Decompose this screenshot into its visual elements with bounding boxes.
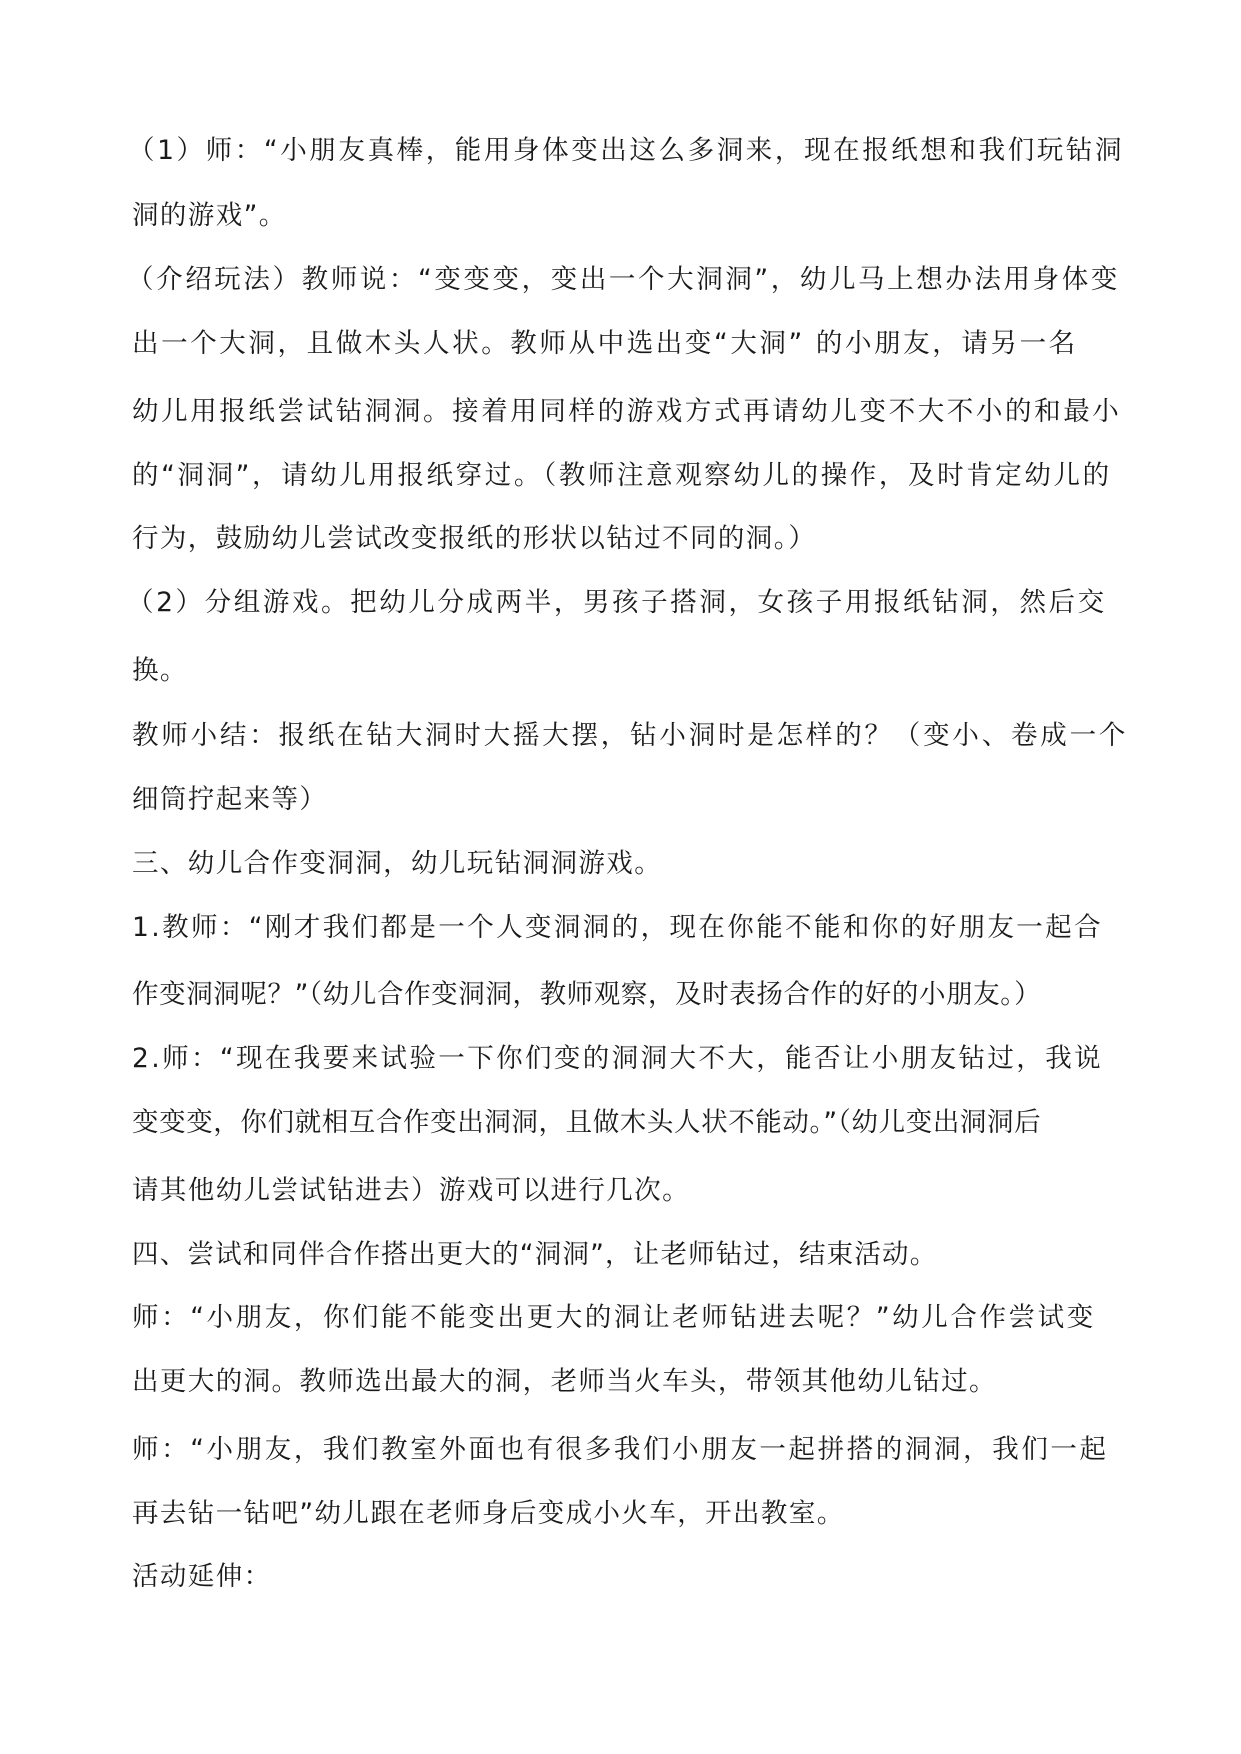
- paragraph-line: 作变洞洞呢？”（幼儿合作变洞洞，教师观察，及时表扬合作的好的小朋友。）: [132, 979, 1042, 1010]
- paragraph-line: （2）分组游戏。把幼儿分成两半，男孩子搭洞，女孩子用报纸钻洞，然后交: [127, 587, 1107, 618]
- paragraph-line: 请其他幼儿尝试钻进去）游戏可以进行几次。: [132, 1175, 690, 1206]
- paragraph-line: 行为，鼓励幼儿尝试改变报纸的形状以钻过不同的洞。）: [132, 523, 817, 554]
- paragraph-line: 1.教师：“刚才我们都是一个人变洞洞的，现在你能不能和你的好朋友一起合: [132, 912, 1104, 943]
- paragraph-line: 师：“小朋友，你们能不能变出更大的洞让老师钻进去呢？”幼儿合作尝试变: [132, 1302, 1096, 1333]
- paragraph-line: 幼儿用报纸尝试钻洞洞。接着用同样的游戏方式再请幼儿变不大不小的和最小: [132, 396, 1122, 427]
- section-heading: 活动延伸：: [132, 1561, 272, 1592]
- paragraph-line: 2.师：“现在我要来试验一下你们变的洞洞大不大，能否让小朋友钻过，我说: [132, 1043, 1104, 1074]
- paragraph-line: 出更大的洞。教师选出最大的洞，老师当火车头，带领其他幼儿钻过。: [132, 1366, 997, 1397]
- section-heading: 四、尝试和同伴合作搭出更大的“洞洞”，让老师钻过，结束活动。: [132, 1239, 938, 1270]
- paragraph-line: 变变变，你们就相互合作变出洞洞，且做木头人状不能动。”（幼儿变出洞洞后: [132, 1107, 1042, 1138]
- paragraph-line: 再去钻一钻吧”幼儿跟在老师身后变成小火车，开出教室。: [132, 1498, 845, 1529]
- paragraph-line: （1）师：“小朋友真棒，能用身体变出这么多洞来，现在报纸想和我们玩钻洞: [128, 135, 1125, 166]
- paragraph-line: （介绍玩法）教师说：“变变变，变出一个大洞洞”，幼儿马上想办法用身体变: [127, 264, 1120, 295]
- paragraph-line: 师：“小朋友，我们教室外面也有很多我们小朋友一起拼搭的洞洞，我们一起: [132, 1434, 1109, 1465]
- section-heading: 三、幼儿合作变洞洞，幼儿玩钻洞洞游戏。: [132, 848, 663, 879]
- paragraph-line: 换。: [132, 655, 188, 686]
- paragraph-line: 的“洞洞”，请幼儿用报纸穿过。（教师注意观察幼儿的操作，及时肯定幼儿的: [132, 460, 1112, 491]
- paragraph-line: 洞的游戏”。: [132, 200, 287, 231]
- paragraph-line: 教师小结：报纸在钻大洞时大摇大摆，钻小洞时是怎样的？（变小、卷成一个: [132, 720, 1129, 751]
- paragraph-line: 细筒拧起来等）: [132, 784, 328, 815]
- paragraph-line: 出一个大洞，且做木头人状。教师从中选出变“大洞” 的小朋友，请另一名: [132, 328, 1078, 359]
